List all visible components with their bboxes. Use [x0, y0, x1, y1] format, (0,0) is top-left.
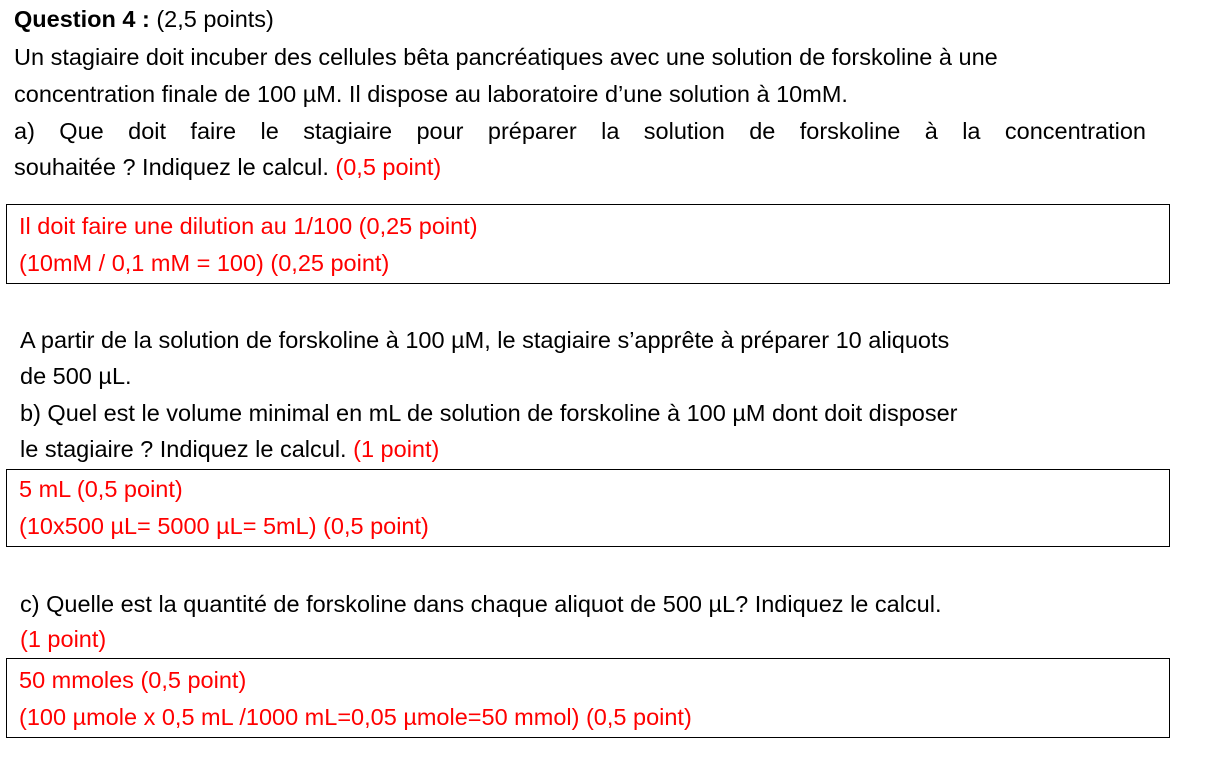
part-b-context-line-2: de 500 µL.	[20, 363, 132, 389]
question-intro-line-1: Un stagiaire doit incuber des cellules bêta pancréatiques avec une solution de forskoline à une	[14, 44, 998, 70]
part-b-answer-box	[6, 469, 1170, 547]
part-c-question-line-1: c) Quelle est la quantité de forskoline dans chaque aliquot de 500 µL? Indiquez le calcul.	[20, 591, 942, 617]
part-a-answer-box	[6, 204, 1170, 284]
part-a-question-line-2-wrap	[14, 152, 441, 182]
part-b-points: (1 point)	[353, 436, 440, 462]
part-b-answer-line-2: (10x500 µL= 5000 µL= 5mL) (0,5 point)	[19, 513, 429, 539]
question-title: Question 4 :	[14, 6, 150, 32]
part-b-answer-line-1: 5 mL (0,5 point)	[19, 476, 183, 502]
question-intro-line-2: concentration finale de 100 µM. Il dispose au laboratoire d’une solution à 10mM.	[14, 81, 848, 107]
part-b-question-line-2: le stagiaire ? Indiquez le calcul.	[20, 436, 347, 462]
part-c-points: (1 point)	[20, 626, 107, 652]
question-points: (2,5 points)	[156, 6, 274, 32]
part-a-answer-line-2: (10mM / 0,1 mM = 100) (0,25 point)	[19, 250, 390, 276]
part-b-context-line-1: A partir de la solution de forskoline à 100 µM, le stagiaire s’apprête à préparer 10 aliquots	[20, 327, 950, 353]
part-c-answer-line-1: 50 mmoles (0,5 point)	[19, 667, 247, 693]
part-a-question-line-2: souhaitée ? Indiquez le calcul.	[14, 154, 329, 180]
part-c-answer-box	[6, 658, 1170, 738]
part-b-answer-line-1-wrap	[19, 474, 183, 504]
part-a-points: (0,5 point)	[335, 154, 442, 180]
part-a-answer-line-1: Il doit faire une dilution au 1/100 (0,25 point)	[19, 213, 478, 239]
part-b-question-line-1: b) Quel est le volume minimal en mL de solution de forskoline à 100 µM dont doit disposer	[20, 400, 958, 426]
question-header	[14, 4, 274, 34]
part-c-answer-line-2: (100 µmole x 0,5 mL /1000 mL=0,05 µmole=50 mmol) (0,5 point)	[19, 704, 692, 730]
part-b-question-line-2-wrap	[20, 434, 439, 464]
part-a-question-line-1: a) Que doit faire le stagiaire pour préparer la solution de forskoline à la concentration	[14, 118, 1146, 144]
